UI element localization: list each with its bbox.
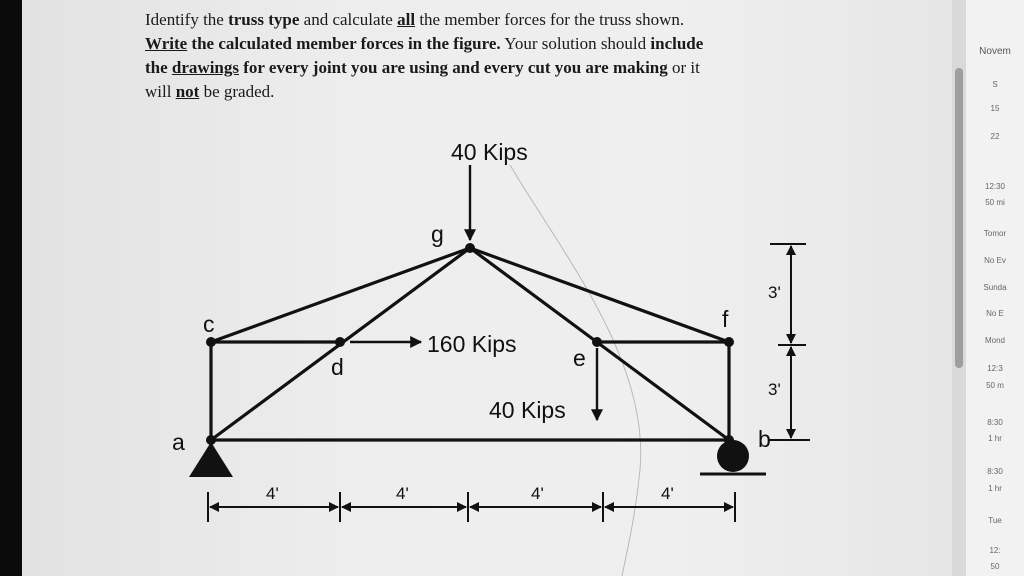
text: Identify the [145,10,229,29]
load-label-horizontal: 160 Kips [427,331,517,357]
calendar-item[interactable]: 1 hr [988,434,1002,443]
joint-f [724,337,734,347]
node-label-a: a [172,429,185,455]
calendar-item[interactable]: 50 mi [985,198,1005,207]
dim-label-upper: 3' [768,283,781,302]
text-underlined: drawings [171,58,239,77]
text-underlined: all [397,10,416,29]
joint-c [206,337,216,347]
joint-g [465,243,475,253]
calendar-item[interactable]: Tomor [983,229,1007,238]
calendar-item[interactable]: No Ev [984,256,1006,265]
load-label-top: 40 Kips [451,139,528,165]
text-bold: truss type [228,10,300,29]
dim-label-bay2: 4' [396,484,409,503]
dim-label-bay4: 4' [661,484,674,503]
text-underlined: Write [145,34,188,53]
calendar-item[interactable]: Tue [988,516,1002,525]
text: or it [667,58,700,77]
pin-support [189,442,233,477]
calendar-sidebar [966,0,1024,576]
text: Your solution should [500,34,651,53]
calendar-item[interactable]: S [992,80,998,89]
dim-label-bay3: 4' [531,484,544,503]
text: and calculate [299,10,398,29]
calendar-item[interactable]: 50 m [986,381,1004,390]
calendar-item[interactable]: 8:30 [987,418,1003,427]
calendar-item[interactable]: Sunda [983,283,1007,292]
calendar-item[interactable]: 15 [990,104,1000,113]
text-bold: for every joint you are using and every cut you are making [239,58,668,77]
calendar-item[interactable]: 12:30 [984,182,1006,191]
text-bold: the calculated member forces in the figure. [187,34,501,53]
calendar-item[interactable]: 8:30 [987,467,1003,476]
joint-e [592,337,602,347]
text-underlined: not [175,82,200,101]
horizontal-dimensions [208,492,735,522]
calendar-item[interactable]: 50 [990,562,1000,571]
load-label-vertical: 40 Kips [489,397,566,423]
member-gf [470,248,729,342]
roller-support [717,440,749,472]
calendar-item[interactable]: 12: [989,546,1001,555]
text: will [145,82,176,101]
node-label-f: f [722,306,729,332]
vertical-scrollbar[interactable] [952,0,966,576]
calendar-item[interactable]: Mond [984,336,1005,345]
text: the member forces for the truss shown. [415,10,685,29]
node-label-d: d [331,354,344,380]
text-bold: the [145,58,172,77]
text: be graded. [199,82,275,101]
node-label-c: c [203,311,215,337]
node-label-g: g [431,221,444,247]
calendar-item[interactable]: 22 [990,132,1000,141]
node-label-e: e [573,345,586,371]
calendar-item[interactable]: 12:3 [987,364,1003,373]
dim-label-lower: 3' [768,380,781,399]
text-bold: include [650,34,704,53]
dim-label-bay1: 4' [266,484,279,503]
calendar-month: Novem [979,46,1011,57]
node-label-b: b [758,426,771,452]
vertical-dimensions [768,244,810,440]
calendar-item[interactable]: No E [986,309,1004,318]
joint-d [335,337,345,347]
calendar-item[interactable]: 1 hr [988,484,1002,493]
scrollbar-thumb[interactable] [955,68,963,368]
member-cg [211,248,470,342]
